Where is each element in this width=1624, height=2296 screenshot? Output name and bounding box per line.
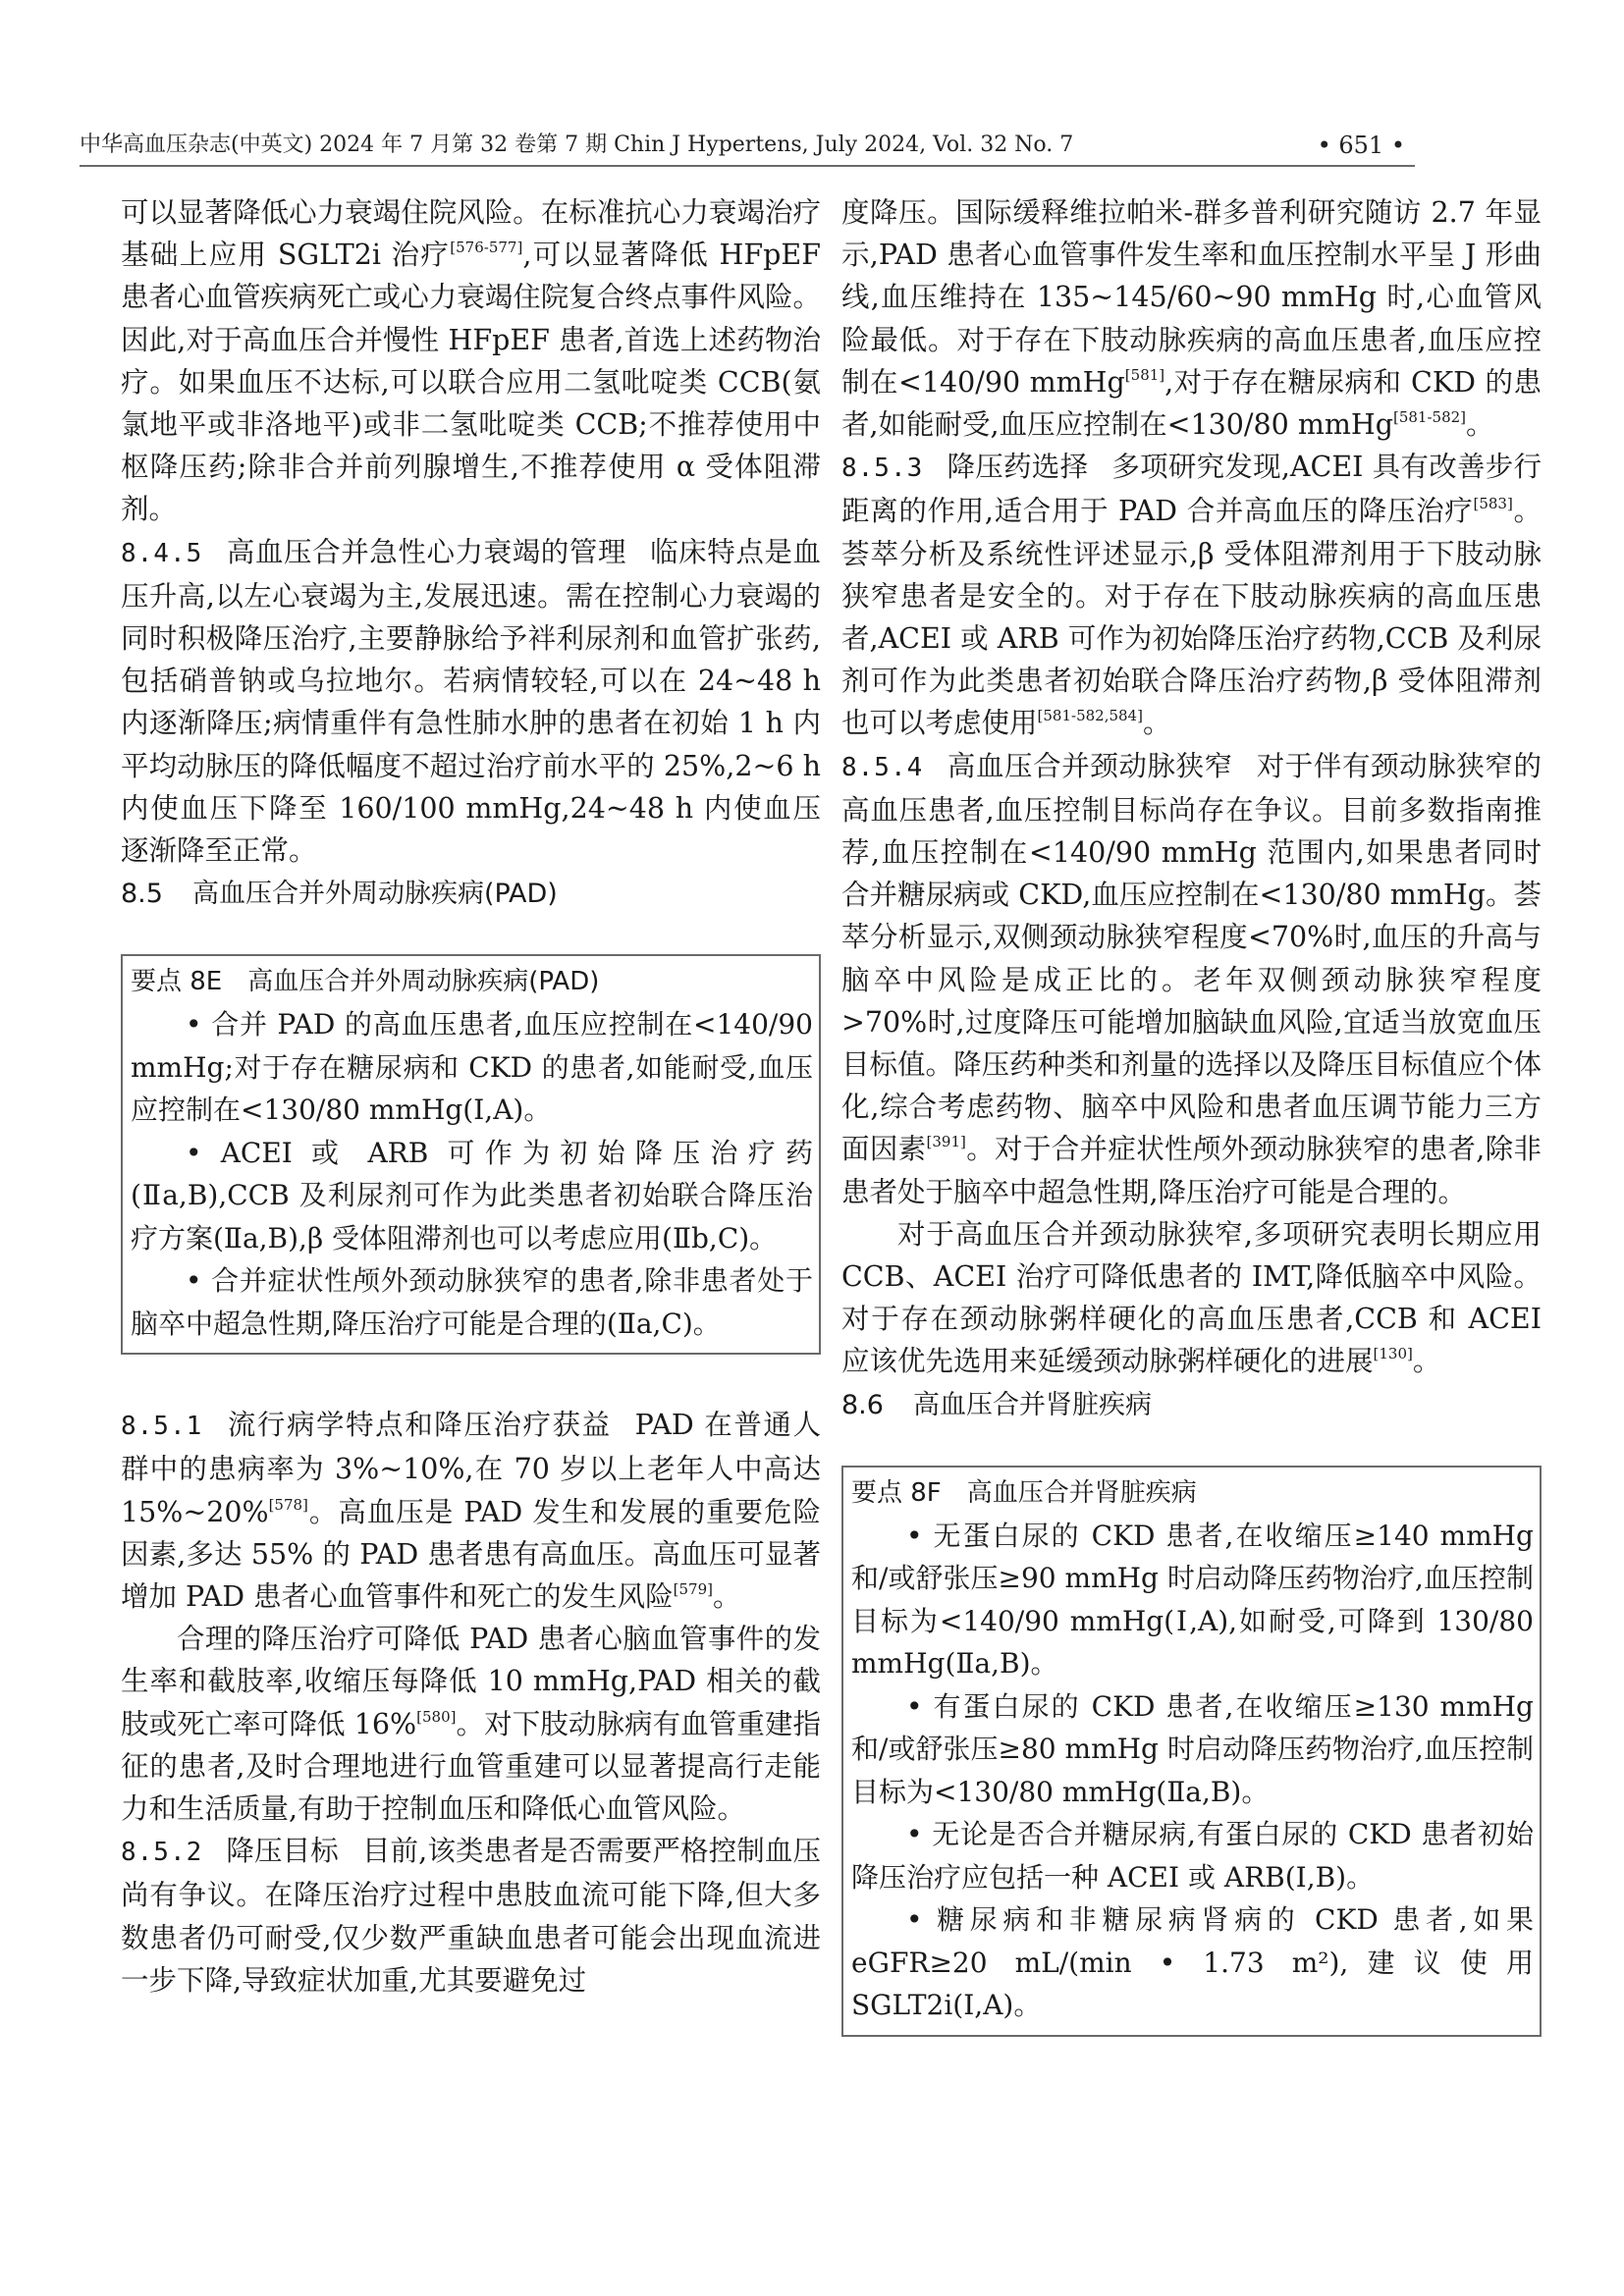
citation-ref[interactable]: [581] (1124, 365, 1165, 384)
box-bullet: • 合并症状性颅外颈动脉狭窄的患者,除非患者处于脑卒中超急性期,降压治疗可能是合理的(Ⅱa,C)。 (131, 1264, 813, 1340)
section-number: 8.5.2 (121, 1838, 203, 1868)
running-header (80, 126, 1415, 167)
subsection-title: 降压目标 (226, 1835, 339, 1868)
box-bullet: • 糖尿病和非糖尿病肾病的 CKD 患者,如果 eGFR≥20 mL/(min • 1.73 m²),建议使用 SGLT2i(Ⅰ,A)。 (851, 1903, 1534, 2022)
text: 。 (712, 1580, 741, 1614)
citation-ref[interactable]: [391] (926, 1133, 966, 1151)
heading-title: 高血压合并外周动脉疾病(PAD) (191, 879, 558, 910)
citation-ref[interactable]: [583] (1473, 495, 1513, 513)
citation-ref[interactable]: [579] (673, 1580, 713, 1599)
heading-number: 8.6 (841, 1389, 884, 1420)
section-text: 目前,该类患者是否需要严格控制血压尚有争议。在降压治疗过程中患肢血流可能下降,但大多数患者仍可耐受,仅少数严重缺血患者可能会出现血流进一步下降,导致症状加重,尤其要避免过 (121, 1835, 821, 1997)
subsection-title: 流行病学特点和降压治疗获益 (226, 1409, 612, 1442)
citation-ref[interactable]: [581-582,584] (1037, 707, 1143, 725)
left-column (121, 191, 821, 2002)
text: 可以显著降低心力衰竭住院风险。在标准抗心力衰竭治疗基础上应用 SGLT2i 治疗 (121, 196, 821, 272)
box-title (131, 960, 813, 1003)
text: 。高血压是 PAD 发生和发展的重要危险因素,多达 55% 的 PAD 患者患有高血压。高血压可显著增加 PAD 患者心血管事件和死亡的发生风险 (121, 1495, 821, 1614)
section-8-4-5 (121, 531, 821, 873)
paragraph-carotid (841, 1213, 1542, 1383)
section-8-5-1 (121, 1404, 821, 1618)
text: 。荟萃分析及系统性评述显示,β 受体阻滞剂用于下肢动脉狭窄患者是安全的。对于存在下肢动脉疾病的高血压患者,ACEI 或 ARB 可作为初始降压治疗药物,CCB 及利尿剂可作为此类患者初始联合降压治疗药物,β 受体阻滞剂也可以考虑使用 (841, 495, 1542, 740)
section-8-5-3 (841, 446, 1542, 744)
box-heading: 高血压合并外周动脉疾病(PAD) (247, 967, 600, 997)
box-label: 要点 8E (131, 967, 223, 997)
citation-ref[interactable]: [578] (268, 1495, 308, 1514)
text: 。 (1142, 707, 1171, 740)
box-bullet: • ACEI 或 ARB 可作为初始降压治疗药(Ⅱa,B),CCB 及利尿剂可作为此类患者初始联合降压治疗方案(Ⅱa,B),β 受体阻滞剂也可以考虑应用(Ⅱb,C)。 (131, 1136, 813, 1255)
box-label: 要点 8F (851, 1477, 942, 1508)
subsection-title: 降压药选择 (947, 451, 1089, 484)
box-bullet: • 无蛋白尿的 CKD 患者,在收缩压≥140 mmHg 和/或舒张压≥90 mmHg 时启动降压药物治疗,血压控制目标为<140/90 mmHg(Ⅰ,A),如耐受,可降到 130/80 mmHg(Ⅱa,B)。 (851, 1519, 1534, 1681)
citation-ref[interactable]: [581-582] (1392, 408, 1467, 427)
text: 。对于合并症状性颅外颈动脉狭窄的患者,除非患者处于脑卒中超急性期,降压治疗可能是合理的。 (841, 1133, 1542, 1208)
key-points-box-8f (841, 1466, 1542, 2037)
box-title (851, 1471, 1534, 1515)
section-number: 8.5.4 (841, 752, 924, 782)
text: 对于高血压合并颈动脉狭窄,多项研究表明长期应用 CCB、ACEI 治疗可降低患者的 IMT,降低脑卒中风险。对于存在颈动脉粥样硬化的高血压患者,CCB 和 ACEI 应该优先选用来延缓颈动脉粥样硬化的进展 (841, 1217, 1542, 1378)
citation-ref[interactable]: [580] (416, 1707, 457, 1726)
heading-title: 高血压合并肾脏疾病 (912, 1389, 1152, 1420)
section-8-5-2 (121, 1830, 821, 2002)
paragraph-hfpef (121, 191, 821, 531)
text: 。 (1466, 408, 1494, 442)
heading-8-6 (841, 1383, 1542, 1428)
section-text: 临床特点是血压升高,以左心衰竭为主,发展迅速。需在控制心力衰竭的同时积极降压治疗,主要静脉给予袢利尿剂和血管扩张药,包括硝普钠或乌拉地尔。若病情较轻,可以在 24~48 h 内逐渐降压;病情重伴有急性肺水肿的患者在初始 1 h 内平均动脉压的降低幅度不超过治疗前水平的 25%,2~6 h 内使血压下降至 160/100 mmHg,24~48 h 内使血压逐渐降至正常。 (121, 535, 821, 868)
heading-8-5 (121, 872, 821, 917)
key-points-box-8e (121, 954, 821, 1355)
box-bullet: • 有蛋白尿的 CKD 患者,在收缩压≥130 mmHg 和/或舒张压≥80 mmHg 时启动降压药物治疗,血压控制目标为<130/80 mmHg(Ⅱa,B)。 (851, 1689, 1534, 1808)
paragraph-rational-treatment (121, 1618, 821, 1830)
box-bullet: • 合并 PAD 的高血压患者,血压应控制在<140/90 mmHg;对于存在糖尿病和 CKD 的患者,如能耐受,血压应控制在<130/80 mmHg(Ⅰ,A)。 (131, 1008, 813, 1127)
section-number: 8.5.1 (121, 1412, 203, 1442)
text: ,可以显著降低 HFpEF 患者心血管疾病死亡或心力衰竭住院复合终点事件风险。因此,对于高血压合并慢性 HFpEF 患者,首选上述药物治疗。如果血压不达标,可以联合应用二氢吡啶类 CCB(氨氯地平或非洛地平)或非二氢吡啶类 CCB;不推荐使用中枢降压药;除非合并前列腺增生,不推荐使用 α 受体阻滞剂。 (121, 239, 821, 526)
section-number: 8.5.3 (841, 454, 924, 484)
text: 合理的降压治疗可降低 PAD 患者心脑血管事件的发生率和截肢率,收缩压每降低 10 mmHg,PAD 相关的截肢或死亡率可降低 16% (121, 1623, 821, 1740)
journal-citation: 中华高血压杂志(中英文) 2024 年 7 月第 32 卷第 7 期 Chin J Hypertens, July 2024, Vol. 32 No. 7 (80, 133, 1074, 157)
heading-number: 8.5 (121, 879, 163, 910)
box-heading: 高血压合并肾脏疾病 (966, 1477, 1197, 1508)
page-number: • 651 • (1317, 132, 1405, 159)
text: 。对下肢动脉病有血管重建指征的患者,及时合理地进行血管重建可以显著提高行走能力和生活质量,有助于控制血压和降低心血管风险。 (121, 1707, 821, 1826)
text: PAD 在普通人群中的患病率为 3%~10%,在 70 岁以上老年人中高达 15%~20% (121, 1409, 821, 1528)
text: 对于伴有颈动脉狭窄的高血压患者,血压控制目标尚存在争议。目前多数指南推荐,血压控制在<140/90 mmHg 范围内,如果患者同时合并糖尿病或 CKD,血压应控制在<130/80 mmHg。荟萃分析显示,双侧颈动脉狭窄程度<70%时,血压的升高与脑卒中风险是成正比的。老年双侧颈动脉狭窄程度>70%时,过度降压可能增加脑缺血风险,宜适当放宽血压目标值。降压药种类和剂量的选择以及降压目标值应个体化,综合考虑药物、脑卒中风险和患者血压调节能力三方面因素 (841, 749, 1542, 1166)
citation-ref[interactable]: [130] (1373, 1345, 1413, 1363)
citation-ref[interactable]: [576-577] (450, 239, 523, 257)
box-bullet: • 无论是否合并糖尿病,有蛋白尿的 CKD 患者初始降压治疗应包括一种 ACEI 或 ARB(Ⅰ,B)。 (851, 1818, 1534, 1894)
section-number: 8.4.5 (121, 538, 203, 568)
text: 多项研究发现,ACEI 具有改善步行距离的作用,适合用于 PAD 合并高血压的降压治疗 (841, 451, 1542, 528)
subsection-title: 高血压合并急性心力衰竭的管理 (226, 535, 627, 568)
text: ,对于存在糖尿病和 CKD 的患者,如能耐受,血压应控制在<130/80 mmHg (841, 365, 1542, 442)
paragraph-invest-study (841, 191, 1542, 446)
subsection-title: 高血压合并颈动脉狭窄 (947, 749, 1233, 782)
right-column (841, 191, 1542, 2037)
text: 度降压。国际缓释维拉帕米-群多普利研究随访 2.7 年显示,PAD 患者心血管事件发生率和血压控制水平呈 J 形曲线,血压维持在 135~145/60~90 mmHg 时,心血管风险最低。对于存在下肢动脉疾病的高血压患者,血压应控制在<140/90 mmHg (841, 196, 1542, 399)
section-8-5-4 (841, 745, 1542, 1213)
text: 。 (1412, 1345, 1441, 1378)
